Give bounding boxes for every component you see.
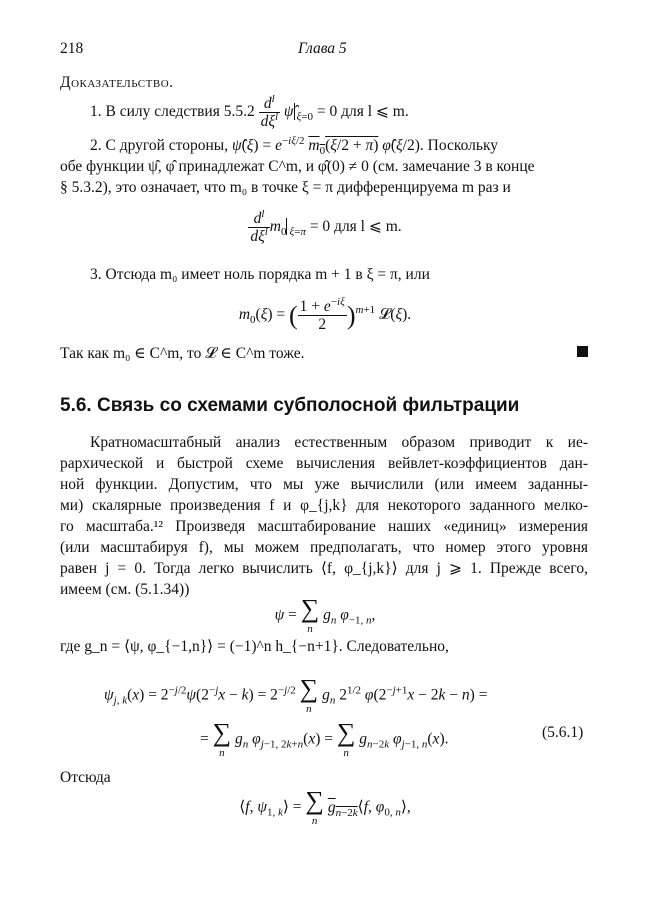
proof-item-1-condition: = 0 для l ⩽ m. xyxy=(316,103,409,121)
equation-5-6-1-line-2: = ∑ n $g_n$ $\varphi_{j-1, 2k+n}(x)$ = ∑ n $g_{n-2k}$ $\varphi_{j-1, n}(x)$. xyxy=(200,718,449,759)
equation-derivative-condition: = 0 для l ⩽ m. xyxy=(309,218,402,236)
proof-item-1: 1. В силу следствия 5.5.2 $\frac{d^l}{d\xi^l}$ ψ̂ $_{\xi=0}$ = 0 для l ⩽ m. xyxy=(90,92,409,130)
page-number: 218 xyxy=(60,40,84,57)
paragraph-line: равен j = 0. Тогда легко вычислить ⟨f, φ_{j,k}⟩ для j ⩾ 1. Прежде всего, xyxy=(60,560,588,577)
derivative-fraction: $\frac{d^l}{d\xi^l}$ xyxy=(260,92,279,130)
proof-conclusion: Так как m₀ ∈ C^m, то 𝓛 ∈ C^m тоже. xyxy=(60,345,305,362)
equation-m0-factorization: $m_0(\xi)$ = ( $\frac{1 + e^{-i\xi}}{2}$ )$^{m+1}$ 𝓛(ξ). xyxy=(238,295,412,333)
psi-hat-symbol: ψ̂ xyxy=(283,103,294,121)
paragraph-line: имеем (см. (5.1.34)) xyxy=(60,581,190,598)
paragraph-line: Кратномасштабный анализ естественным образом приводит к ие- xyxy=(90,434,588,451)
paragraph-line: го масштаба.¹² Произведя масштабирование наших «единиц» измерения xyxy=(60,518,588,535)
equation-5-6-1-line-1: $\psi_{j, k}(x) = 2^{-j/2}\psi(2^{-j}x - k) = 2^{-j/2}$ ∑ n $g_n$ $2^{1/2}$ $\varphi(2^{-j+1}x - 2k - n)$ = xyxy=(104,674,488,715)
section-title: Связь со схемами субполосной фильтрации xyxy=(96,395,520,416)
proof-heading: Доказательство. xyxy=(60,74,174,91)
equation-psi-sum: ψ = ∑ n $g_n$ $\varphi_{-1, n}$, xyxy=(274,594,376,635)
where-line: где g_n = ⟨ψ, φ_{−1,n}⟩ = (−1)^n h_{−n+1}. Следовательно, xyxy=(60,638,449,655)
proof-item-2-line-1: 2. С другой стороны, ψ̂(ξ) = $e^{-i\xi/2}$ $m_0(\xi/2 + \pi)$ φ̂(ξ/2). Поскольку xyxy=(90,134,499,158)
proof-item-3: 3. Отсюда m₀ имеет ноль порядка m + 1 в ξ = π, или xyxy=(90,266,430,283)
paragraph-line: (или масштабируя f), мы можем предполагать, что номер этого уровня xyxy=(60,539,588,556)
paragraph-line: ми) скалярные произведения f и φ_{j,k} для некоторого заданного мелко- xyxy=(60,497,588,514)
equation-inner-product: ⟨f, $\psi_{1, k}⟩$ = ∑ n $g_{n-2k}⟨f$, $\varphi_{0, n}⟩$, xyxy=(239,786,411,827)
equation-number: (5.6.1) xyxy=(542,724,584,741)
section-number: 5.6. xyxy=(60,395,92,416)
section-paragraph xyxy=(60,432,588,600)
section-heading xyxy=(60,395,519,416)
qed-square-icon xyxy=(577,346,588,357)
paragraph-line: рархической и быстрой схеме вычисления вейвлет-коэффициентов дан- xyxy=(60,455,588,472)
proof-item-1-text: 1. В силу следствия 5.5.2 xyxy=(90,103,255,121)
paragraph-line: ной функции. Допустим, что мы уже вычислили (или имеем заданны- xyxy=(60,476,588,493)
chapter-header: Глава 5 xyxy=(298,40,347,57)
proof-item-2-line-3: § 5.3.2), это означает, что m₀ в точке ξ = π дифференцируема m раз и xyxy=(60,179,511,196)
hence-line: Отсюда xyxy=(60,769,111,786)
equation-derivative-m0: $\frac{d^l}{d\xi^l}$ $m_0$ $_{\xi=\pi}$ = 0 для l ⩽ m. xyxy=(250,207,402,245)
proof-item-2-line-2: обе функции ψ̂, φ̂ принадлежат C^m, и φ̂(0) ≠ 0 (см. замечание 3 в конце xyxy=(60,158,535,175)
